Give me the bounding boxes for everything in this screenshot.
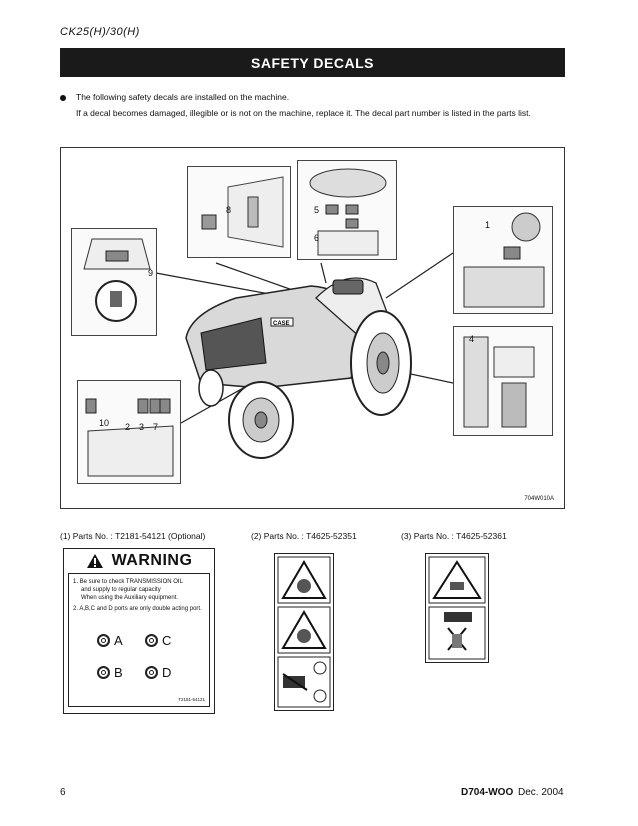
warning-line-1: 1. Be sure to check TRANSMISSION OIL [73,579,183,585]
callout-9: 9 [148,268,154,278]
warning-line-1b: and supply to regular capacity [81,587,161,593]
tractor-figure [60,147,565,509]
callout-4: 4 [469,334,475,344]
port-ring-icon [97,634,110,647]
callout-5: 5 [314,205,320,215]
port-ring-icon [145,666,158,679]
callout-7: 7 [153,422,159,432]
doc-code: D704-WOO [461,787,514,798]
port-ring-icon [145,634,158,647]
port-d: D [145,666,171,679]
figure-code: 704W010A [524,496,554,502]
brand-label: CASE [273,321,290,327]
part-label-2: (2) Parts No. : T4625-52351 [251,531,357,541]
decal-3 [425,553,489,663]
intro-line-2: If a decal becomes damaged, illegible or is not on the machine, replace it. The decal part number is listed in the parts list. [76,108,531,118]
warning-header [64,549,214,573]
warning-line-2: 2. A,B,C and D ports are only double acting port. [73,606,202,612]
page-number: 6 [60,787,66,798]
inset-decal-9 [71,228,157,336]
inset-decal-5-6 [297,160,397,260]
warning-body [68,573,210,707]
inset-decal-8 [187,166,291,258]
warning-code: T2181-54121 [178,697,205,702]
part-label-1: (1) Parts No. : T2181-54121 (Optional) [60,531,206,541]
inset-decal-1 [453,206,553,314]
inset-decal-2-3-7-10 [77,380,181,484]
bullet-dot [60,95,66,101]
warning-line-1c: When using the Auxiliary equipment. [81,595,179,601]
port-c: C [145,634,171,647]
port-ring-icon [97,666,110,679]
part-label-3: (3) Parts No. : T4625-52361 [401,531,507,541]
port-b: B [97,666,123,679]
intro-text [60,91,565,120]
callout-8: 8 [226,205,232,215]
model-name: CK25(H)/30(H) [60,26,140,38]
decal-3-pictograms [426,554,488,662]
decal-2-pictograms [275,554,333,710]
decal-2 [274,553,334,711]
section-title: SAFETY DECALS [60,48,565,77]
callout-2: 2 [125,422,131,432]
port-a: A [97,634,123,647]
doc-date: Dec. 2004 [518,787,564,798]
warning-title: WARNING [111,551,193,569]
callout-10: 10 [99,418,110,428]
warning-decal [63,548,215,714]
inset-decal-4 [453,326,553,436]
intro-line-1: The following safety decals are installed on the machine. [76,92,290,102]
callout-3: 3 [139,422,145,432]
callout-6: 6 [314,233,320,243]
warning-triangle-icon [86,553,104,569]
callout-1: 1 [485,220,491,230]
